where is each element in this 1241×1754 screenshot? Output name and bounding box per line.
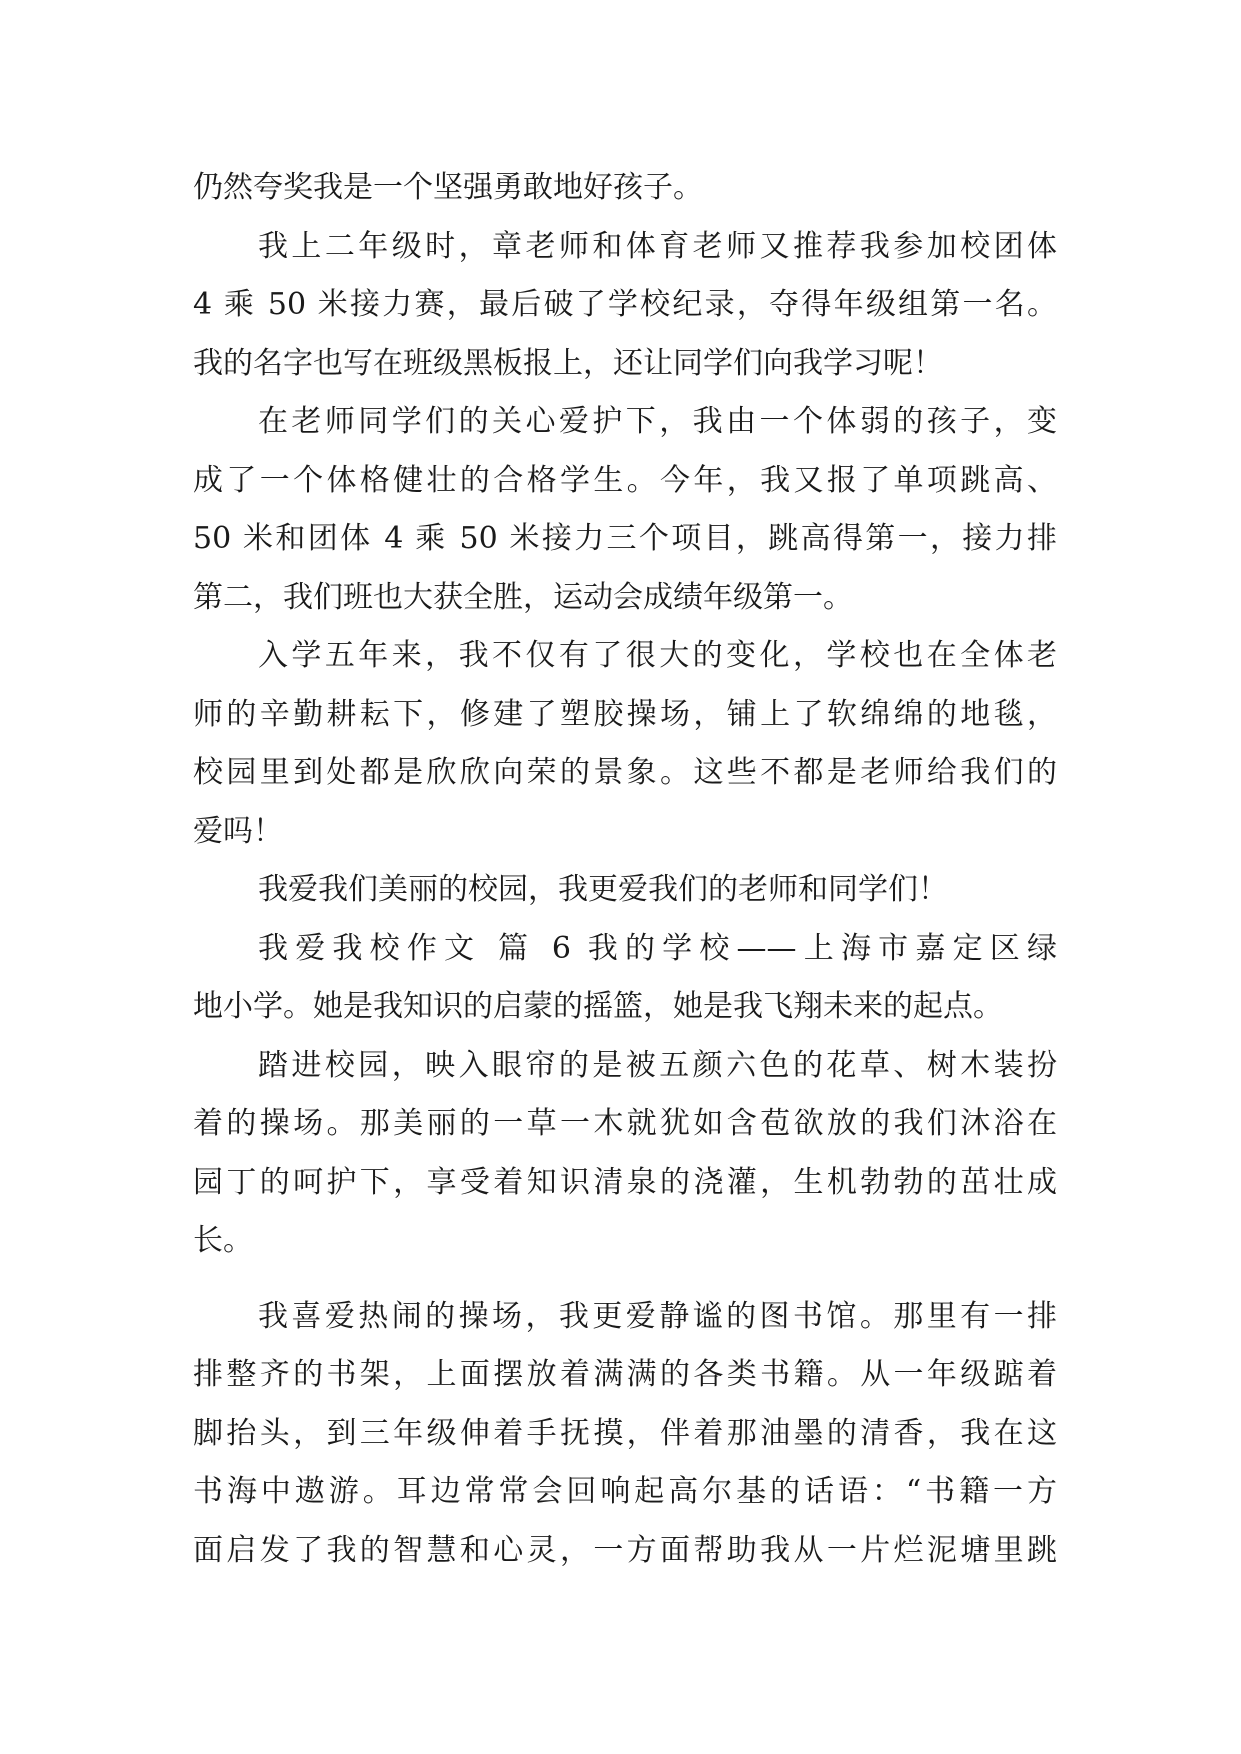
text-line: 我爱我校作文 篇 6 我的学校——上海市嘉定区绿 xyxy=(258,930,1057,966)
text-line: 4 乘 50 米接力赛，最后破了学校纪录，夺得年级组第一名。 xyxy=(193,287,1057,322)
text-line: 脚抬头，到三年级伸着手抚摸，伴着那油墨的清香，我在这 xyxy=(193,1415,1057,1451)
text-line: 爱吗！ xyxy=(193,813,283,849)
text-line: 我上二年级时，章老师和体育老师又推荐我参加校团体 xyxy=(258,228,1057,264)
document-body xyxy=(193,159,1057,1580)
text-line: 园丁的呵护下，享受着知识清泉的浇灌，生机勃勃的茁壮成 xyxy=(193,1164,1057,1200)
text-line: 地小学。她是我知识的启蒙的摇篮，她是我飞翔未来的起点。 xyxy=(193,989,1003,1024)
text-line: 50 米和团体 4 乘 50 米接力三个项目，跳高得第一，接力排 xyxy=(193,521,1057,556)
text-line: 仍然夸奖我是一个坚强勇敢地好孩子。 xyxy=(193,170,703,205)
text-line: 面启发了我的智慧和心灵，一方面帮助我从一片烂泥塘里跳 xyxy=(193,1532,1057,1568)
text-line: 入学五年来，我不仅有了很大的变化，学校也在全体老 xyxy=(258,638,1057,673)
text-line: 书海中遨游。耳边常常会回响起高尔基的话语：“书籍一方 xyxy=(193,1474,1057,1509)
text-line: 着的操场。那美丽的一草一木就犹如含苞欲放的我们沐浴在 xyxy=(193,1106,1057,1141)
text-line: 师的辛勤耕耘下，修建了塑胶操场，铺上了软绵绵的地毯， xyxy=(193,696,1057,732)
text-line: 长。 xyxy=(193,1223,253,1258)
paragraph-gap xyxy=(193,1271,1057,1288)
text-line: 在老师同学们的关心爱护下，我由一个体弱的孩子，变 xyxy=(258,404,1057,439)
text-line: 第二，我们班也大获全胜，运动会成绩年级第一。 xyxy=(193,579,853,615)
text-line: 我的名字也写在班级黑板报上，还让同学们向我学习呢！ xyxy=(193,345,943,381)
text-line: 成了一个体格健壮的合格学生。今年，我又报了单项跳高、 xyxy=(193,462,1057,498)
text-line: 校园里到处都是欣欣向荣的景象。这些不都是老师给我们的 xyxy=(193,755,1057,790)
text-line: 我喜爱热闹的操场，我更爱静谧的图书馆。那里有一排 xyxy=(258,1298,1057,1334)
text-line: 排整齐的书架，上面摆放着满满的各类书籍。从一年级踮着 xyxy=(193,1357,1057,1392)
text-line: 我爱我们美丽的校园，我更爱我们的老师和同学们！ xyxy=(258,872,948,907)
text-line: 踏进校园，映入眼帘的是被五颜六色的花草、树木装扮 xyxy=(258,1047,1057,1083)
